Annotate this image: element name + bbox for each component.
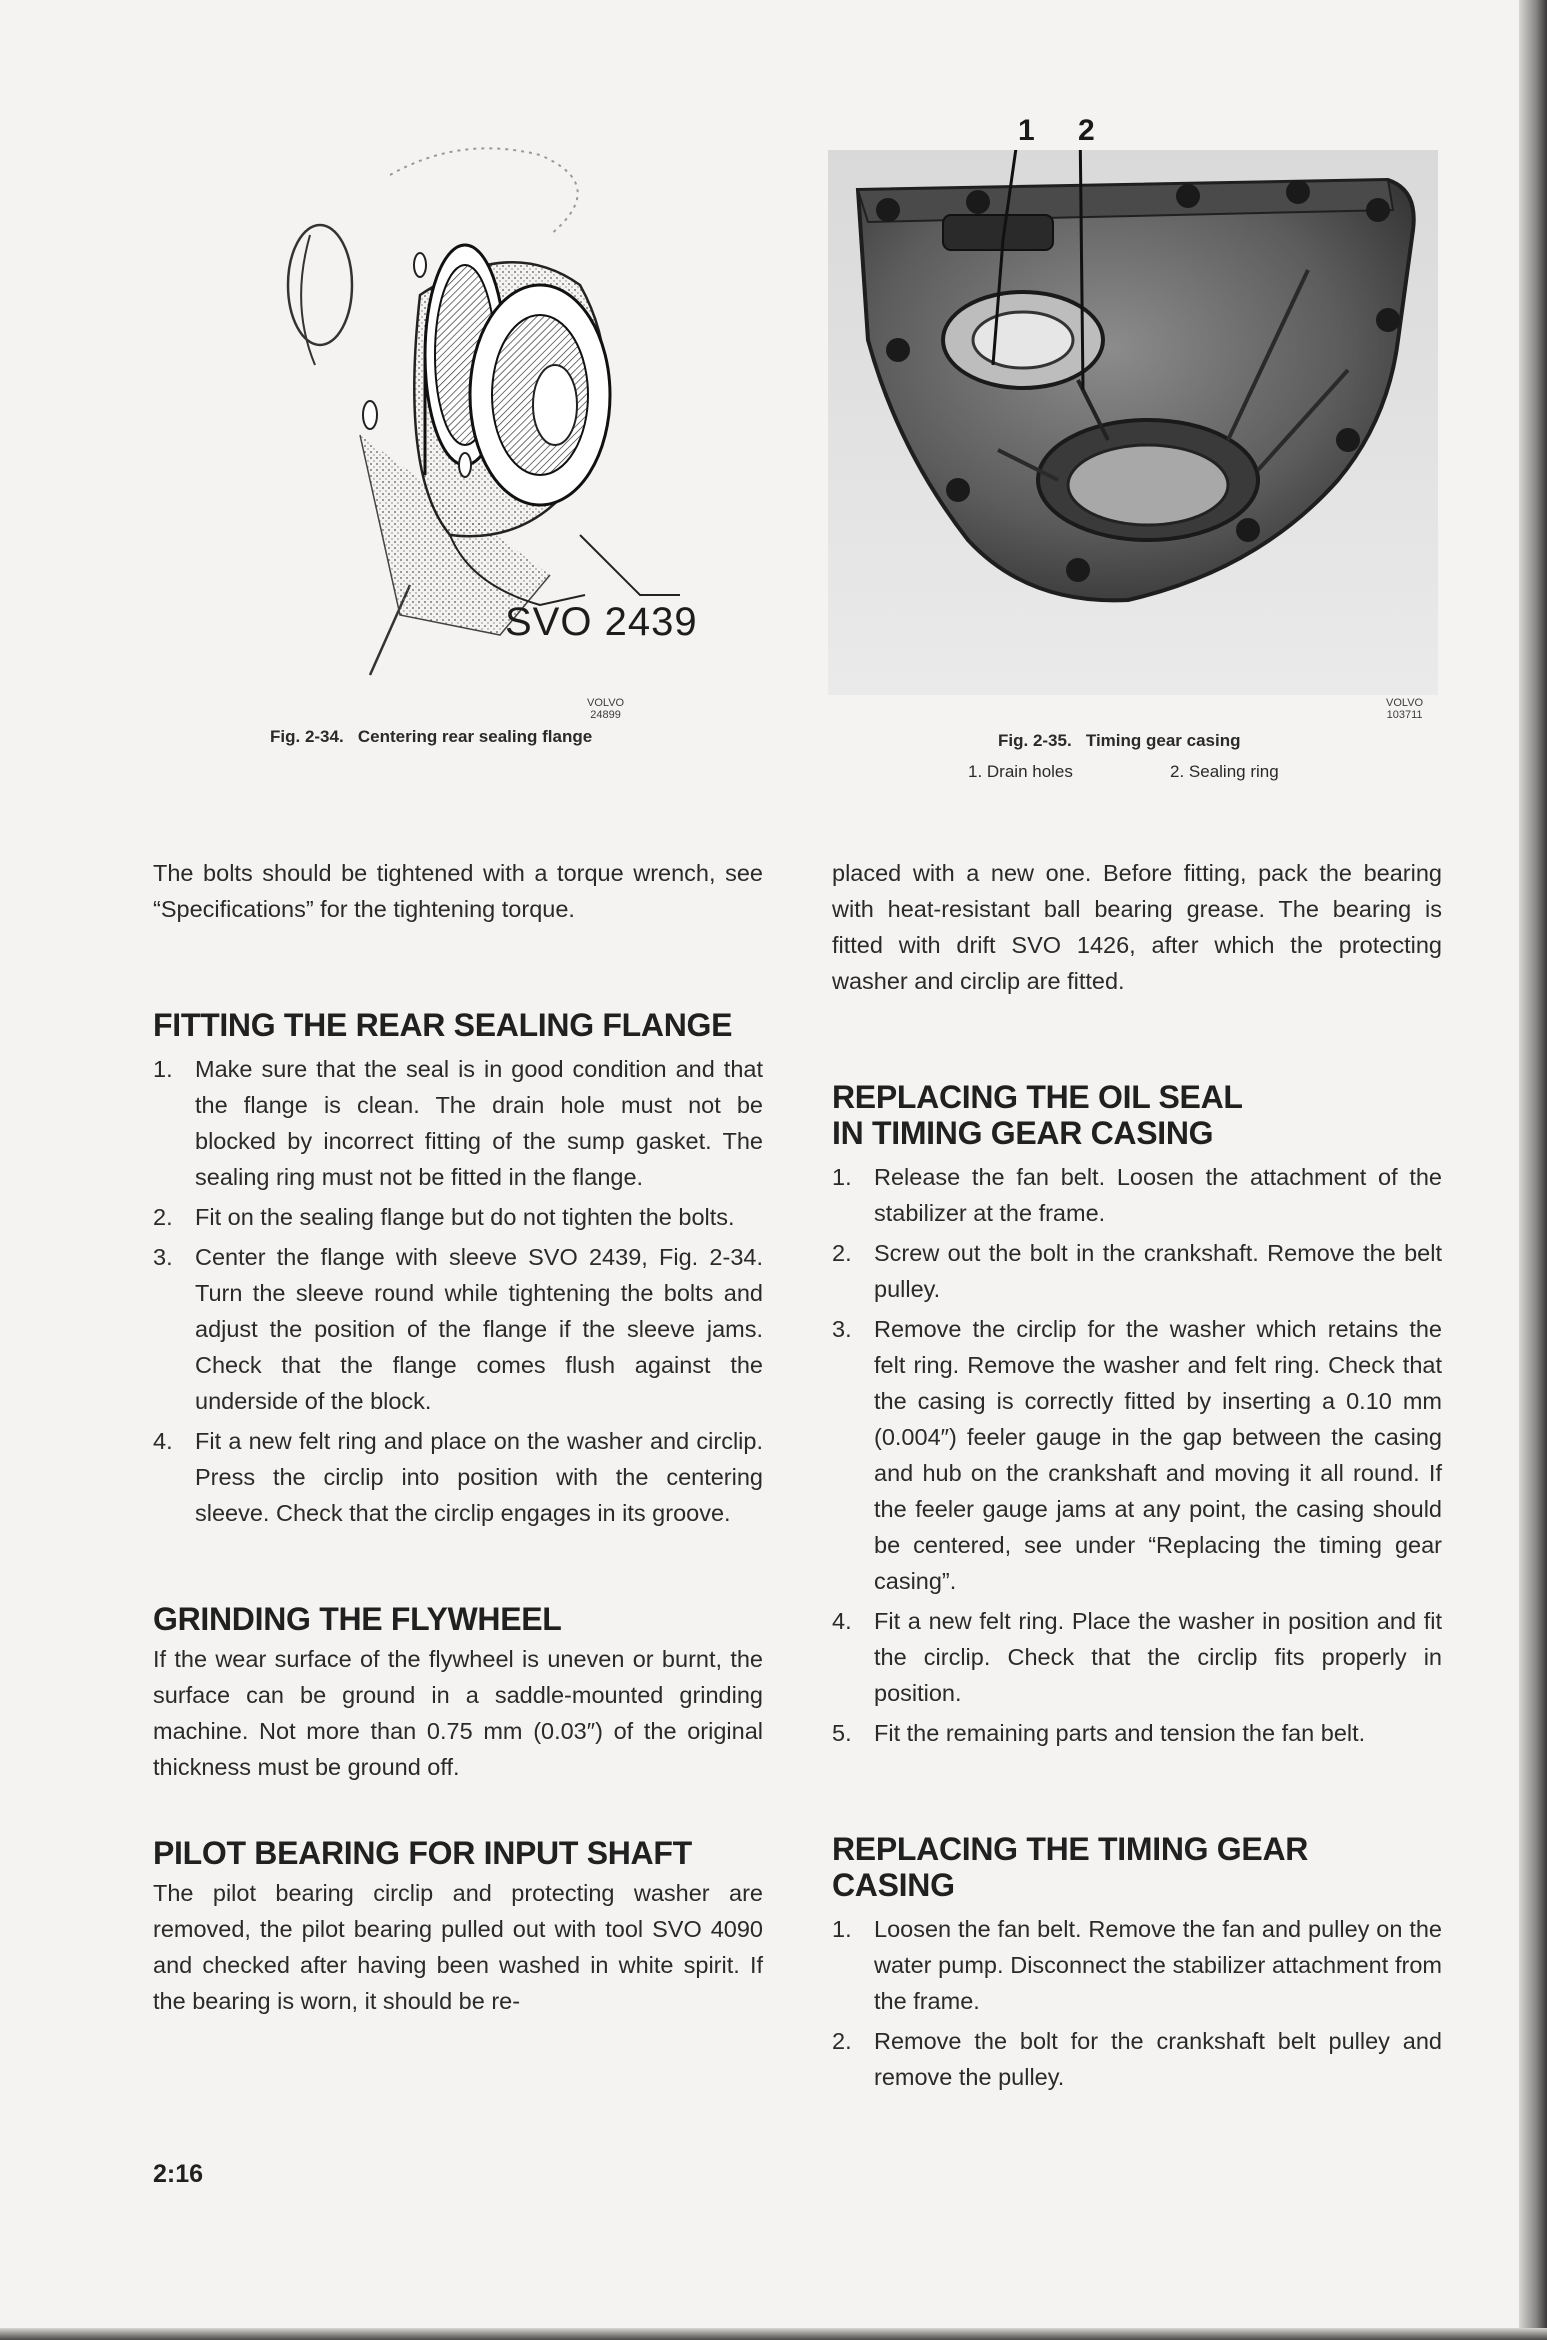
callout-1: 1 [1018,114,1035,147]
step-text: Fit on the sealing flange but do not tighten the bolts. [195,1204,735,1230]
heading-oil-seal [832,1079,1442,1151]
step-number: 2. [153,1204,173,1230]
step-number: 2. [832,1240,852,1266]
caption-fig-2-34-text: Centering rear sealing flange [357,727,593,746]
volvo-tag-right [1386,697,1423,721]
list-item [153,1423,763,1531]
step-text: Loosen the fan belt. Remove the fan and pulley on the water pump. Disconnect the stabilizer attachment from the frame. [874,1916,1442,2014]
page-number: 2:16 [153,2160,204,2188]
heading-timing-casing-line2: CASING [832,1867,955,1903]
list-item [832,1235,1442,1307]
step-text: Remove the bolt for the crankshaft belt pulley and remove the pulley. [874,2028,1442,2090]
caption-legend-2: 2. Sealing ring [1170,762,1279,781]
caption-fig-2-34 [270,727,592,747]
step-text: Remove the circlip for the washer which retains the felt ring. Remove the washer and felt ring. Check that the casing is correctly fitted by inserting a 0.10 mm (0.004″) feeler gauge in the gap between the casing and hub on the crankshaft and moving it all round. If the feeler gauge jams at any point, the casing should be centered, see under “Replacing the timing gear casing”. [874,1316,1442,1594]
step-number: 1. [832,1916,852,1942]
list-item [153,1239,763,1419]
pilot-bearing-paragraph: The pilot bearing circlip and protecting washer are removed, the pilot bearing pulled out with tool SVO 4090 and checked after having been washed in white spirit. If the bearing is worn, it should be re- [153,1880,763,2014]
heading-rear-sealing-flange: FITTING THE REAR SEALING FLANGE [153,1007,733,1043]
step-text: Fit a new felt ring and place on the washer and circlip. Press the circlip into position with the centering sleeve. Check that the circlip engages in its groove. [195,1428,763,1526]
list-item [832,1911,1442,2019]
figure-timing-gear-casing-photo [828,150,1438,695]
step-text: Fit a new felt ring. Place the washer in position and fit the circlip. Check that the circlip fits properly in position. [874,1608,1442,1706]
heading-oil-seal-line1: REPLACING THE OIL SEAL [832,1079,1243,1115]
step-text: Center the flange with sleeve SVO 2439, Fig. 2-34. Turn the sleeve round while tightening the bolts and adjust the position of the flange if the sleeve jams. Check that the flange comes flush against the underside of the block. [195,1244,763,1414]
step-number: 2. [832,2028,852,2054]
step-number: 5. [832,1720,852,1746]
list-item [832,1311,1442,1599]
step-number: 3. [832,1316,852,1342]
intro-paragraph: The bolts should be tightened with a torque wrench, see “Specifications” for the tightening torque. [153,860,763,922]
callout-2: 2 [1078,114,1095,147]
list-item [832,2023,1442,2095]
flywheel-paragraph: If the wear surface of the flywheel is uneven or burnt, the surface can be ground in a saddle-mounted grinding machine. Not more than 0.75 mm (0.03″) of the original thickness must be ground off. [153,1646,763,1780]
oil-seal-steps [832,1159,1442,1751]
step-text: Release the fan belt. Loosen the attachment of the stabilizer at the frame. [874,1164,1442,1226]
volvo-tag-left [587,697,624,721]
page-edge-shadow [1519,0,1547,2340]
heading-grinding-flywheel: GRINDING THE FLYWHEEL [153,1601,562,1637]
step-text: Make sure that the seal is in good condition and that the flange is clean. The drain hole must not be blocked by incorrect fitting of the sump gasket. The sealing ring must not be fitted in the flange. [195,1056,763,1190]
volvo-tag-right-number: 103711 [1386,709,1423,721]
list-item [153,1051,763,1195]
right-column [832,855,1442,2099]
caption-fig-2-35 [998,731,1241,751]
step-number: 4. [153,1428,173,1454]
list-item [153,1199,763,1235]
caption-fig-2-35-number: Fig. 2-35. [998,731,1072,750]
caption-fig-2-34-number: Fig. 2-34. [270,727,344,746]
timing-casing-steps [832,1911,1442,2095]
step-number: 4. [832,1608,852,1634]
heading-pilot-bearing: PILOT BEARING FOR INPUT SHAFT [153,1835,692,1871]
volvo-tag-left-brand: VOLVO [587,697,625,709]
heading-oil-seal-line2: IN TIMING GEAR CASING [832,1115,1214,1151]
step-text: Screw out the bolt in the crankshaft. Remove the belt pulley. [874,1240,1442,1302]
step-text: Fit the remaining parts and tension the fan belt. [874,1720,1366,1746]
casing-photo-svg [828,150,1438,695]
rear-flange-steps [153,1051,763,1531]
step-number: 3. [153,1244,173,1270]
caption-legend-1: 1. Drain holes [968,762,1073,781]
left-column [153,855,763,2019]
volvo-tag-right-brand: VOLVO [1386,697,1424,709]
caption-fig-2-35-text: Timing gear casing [1085,731,1241,750]
volvo-tag-left-number: 24899 [590,709,621,721]
step-number: 1. [832,1164,852,1190]
page-bottom-edge [0,2328,1547,2340]
list-item [832,1715,1442,1751]
step-number: 1. [153,1056,173,1082]
heading-timing-gear-casing [832,1831,1442,1903]
tool-label-svo-2439: SVO 2439 [505,600,698,644]
list-item [832,1603,1442,1711]
continuation-paragraph: placed with a new one. Before fitting, pack the bearing with heat-resistant ball bearing grease. The bearing is fitted with drift SVO 1426, after which the protecting washer and circlip are fitted. [832,860,1442,994]
heading-timing-casing-line1: REPLACING THE TIMING GEAR [832,1831,1309,1867]
list-item [832,1159,1442,1231]
